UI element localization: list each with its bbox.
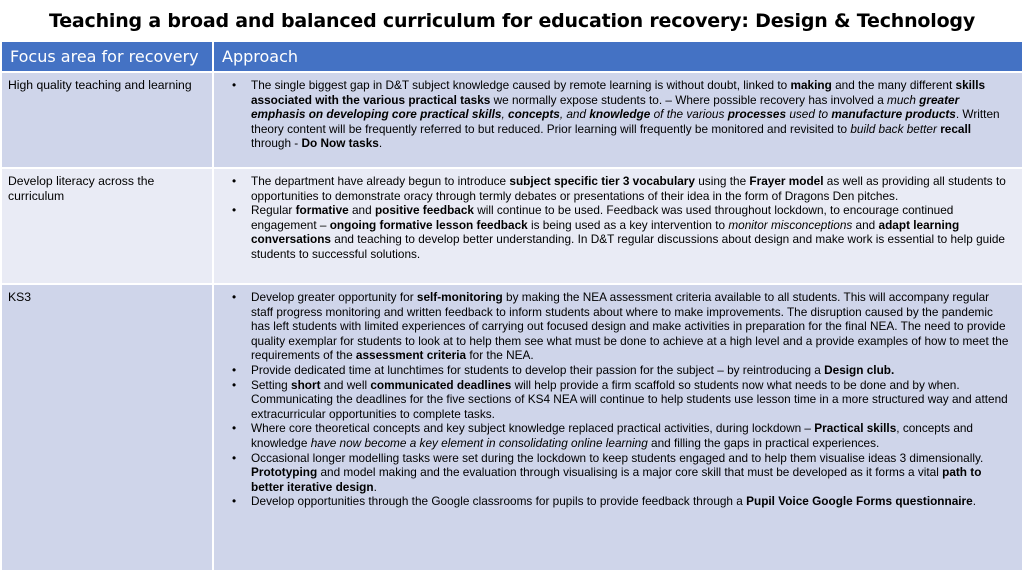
text-run: formative [295, 203, 349, 218]
text-run: . [373, 479, 377, 494]
approach-list [222, 174, 1012, 262]
text-run: . [378, 136, 383, 151]
text-run: assessment criteria [355, 348, 467, 363]
approach-bullet [222, 290, 1012, 363]
text-run: Regular [251, 203, 296, 218]
approach-bullet [222, 363, 1012, 378]
text-run: self-monitoring [416, 290, 503, 304]
text-run: path to better iterative design [251, 465, 982, 494]
approach-cell [214, 73, 1022, 167]
text-run: , concepts and knowledge [251, 421, 973, 450]
focus-area-cell: KS3 [2, 285, 214, 570]
text-run: Setting [251, 377, 292, 392]
text-run: Practical skills [814, 421, 897, 436]
approach-bullet [222, 421, 1012, 450]
text-run: and [348, 203, 375, 218]
text-run: recall [940, 121, 972, 136]
approach-bullet [222, 174, 1012, 203]
text-run: subject specific tier 3 vocabulary [509, 174, 695, 188]
recovery-table [2, 42, 1022, 574]
table-row [2, 73, 1022, 169]
table-row [2, 169, 1022, 285]
text-run: positive feedback [374, 203, 474, 218]
text-run: for the NEA. [466, 348, 534, 363]
table-row [2, 285, 1022, 570]
text-run: The single biggest gap in D&T subject knowledge caused by remote learning is without doubt, linked to [251, 78, 791, 92]
text-run: Where core theoretical concepts and key subject knowledge replaced practical activities, during lockdown – [251, 421, 815, 436]
text-run: of the various [650, 107, 728, 122]
text-run: making [790, 78, 832, 92]
focus-area-cell: Develop literacy across the curriculum [2, 169, 214, 283]
text-run: used to [786, 107, 832, 122]
text-run: will help provide a firm scaffold so students now what needs to be done and by when. Communicating the deadlines for the five sections of KS4 NEA will continue to help students use lesson time in a more structured way and attend extracurricular opportunities to complete tasks. [251, 377, 1008, 421]
approach-bullet [222, 451, 1012, 495]
text-run: Provide dedicated time at lunchtimes for students to develop their passion for the subject – by reintroducing a [251, 362, 825, 377]
text-run: build back better [850, 121, 937, 136]
text-run: greater emphasis on developing core practical skills [251, 92, 960, 122]
text-run: Do Now tasks [301, 136, 379, 151]
text-run: . [972, 494, 976, 509]
text-run: communicated deadlines [370, 377, 512, 392]
text-run: much [887, 92, 920, 107]
header-focus-area: Focus area for recovery [2, 42, 214, 71]
text-run: Develop opportunities through the Google classrooms for pupils to provide feedback through a [251, 494, 747, 509]
approach-bullet [222, 494, 1012, 509]
text-run: knowledge [589, 107, 651, 122]
text-run: we normally expose students to. – Where possible recovery has involved a [490, 92, 888, 107]
text-run: and model making and the evaluation through visualising is a major core skill that must be developed as it forms a vital [317, 465, 943, 480]
approach-bullet [222, 78, 1012, 151]
text-run: and teaching to develop better understanding. In D&T regular discussions about design and make work is essential to help guide students to successful solutions. [251, 232, 1005, 261]
text-run: will continue to be used. Feedback was used throughout lockdown, to encourage continued engagement – [251, 203, 954, 232]
text-run: and [852, 217, 879, 232]
text-run: have now become a key element in consolidating online learning [310, 435, 648, 450]
text-run: monitor misconceptions [728, 217, 853, 232]
text-run: using the [694, 174, 750, 188]
approach-list [222, 78, 1012, 151]
text-run: through - [251, 136, 302, 151]
text-run: Pupil Voice Google Forms questionnaire [746, 494, 973, 509]
text-run: adapt learning conversations [251, 217, 960, 247]
text-run: as well as providing all students to opportunities to demonstrate oracy through termly debates or presentations of their idea in the form of Dragons Den pitches. [251, 174, 1006, 203]
text-run: short [291, 377, 321, 392]
text-run: The department have already begun to introduce [251, 174, 510, 188]
text-run: Develop greater opportunity for [251, 290, 417, 304]
text-run: Prototyping [251, 465, 318, 480]
approach-cell [214, 169, 1022, 283]
approach-bullet [222, 378, 1012, 422]
header-approach: Approach [222, 47, 299, 66]
text-run: Frayer model [749, 174, 824, 188]
page-title: Teaching a broad and balanced curriculum for education recovery: Design & Technology [48, 10, 976, 32]
text-run: , and [559, 107, 590, 122]
text-run: concepts [508, 107, 560, 122]
text-run: by making the NEA assessment criteria available to all students. This will accompany regular staff progress monitoring and written feedback to inform students about where to make improvements. The disruption caused by the pandemic has left students with limited experiences of carrying out focused design and make activities in preparation for the final NEA. The need to provide quality exemplar for students to look at to help them see what must be done to achieve at a high level and a provide examples of how to meet the requirements of the [251, 290, 1009, 363]
approach-list [222, 290, 1012, 509]
text-run: . Written theory content will be frequently referred to but reduced. Prior learning will frequently be monitored and revisited to [251, 107, 1000, 136]
text-run: is being used as a key intervention to [527, 217, 729, 232]
approach-cell [214, 285, 1022, 570]
text-run: and well [320, 377, 371, 392]
text-run: Occasional longer modelling tasks were set during the lockdown to keep students engaged and to help them visualise ideas 3 dimensionally. [251, 450, 984, 465]
text-run: , [501, 107, 509, 122]
text-run: and the many different [831, 78, 956, 92]
table-header [2, 42, 1022, 73]
focus-area-cell: High quality teaching and learning [2, 73, 214, 167]
text-run: skills associated with the various practical tasks [251, 78, 986, 107]
text-run: manufacture products [831, 107, 956, 122]
text-run: Design club. [824, 362, 895, 377]
text-run: processes [727, 107, 787, 122]
text-run: and filling the gaps in practical experiences. [647, 435, 880, 450]
approach-bullet [222, 203, 1012, 261]
text-run: ongoing formative lesson feedback [329, 217, 528, 232]
